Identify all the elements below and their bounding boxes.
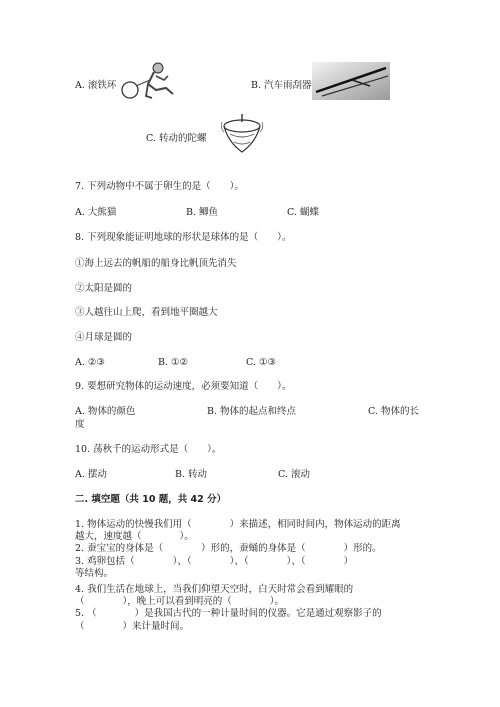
question-7-stem: 7. 下列动物中不属于卵生的是（ ）。 — [75, 181, 244, 192]
q8-option-c: C. ①③ — [246, 357, 277, 368]
q8-item-4: ④月球是圆的 — [75, 332, 133, 343]
q9-option-a: A. 物体的颜色 — [75, 406, 136, 417]
option-a-label: A. 滚铁环 — [75, 80, 117, 91]
option-b-label: B. 汽车雨刮器 — [251, 80, 312, 91]
q10-option-b: B. 转动 — [175, 469, 208, 480]
fill-q3-line1: 3. 鸡卵包括（ ）、（ ）、（ ）、（ ） — [75, 556, 354, 567]
spinning-top-image — [220, 112, 264, 156]
fill-q3-line2: 等结构。 — [75, 568, 114, 579]
q8-item-3: ③人越往山上爬，看到地平圈越大 — [75, 307, 218, 318]
wiper-image — [312, 62, 390, 100]
hoop-rolling-image — [118, 60, 180, 102]
section-2-title: 二. 填空题（共 10 题，共 42 分） — [75, 494, 227, 505]
q10-option-a: A. 摆动 — [75, 469, 107, 480]
q10-option-c: C. 滚动 — [278, 469, 310, 480]
fill-q4-line2: （ ），晚上可以看到明亮的（ ）。 — [75, 596, 285, 607]
q8-item-2: ②太阳是圆的 — [75, 283, 133, 294]
fill-q1-line2: 越大，速度越（ ）。 — [75, 531, 194, 542]
fill-q4-line1: 4. 我们生活在地球上，当我们仰望天空时，白天时常会看到耀眼的 — [75, 584, 354, 595]
q7-option-a: A. 大熊猫 — [75, 207, 117, 218]
question-8-stem: 8. 下列现象能证明地球的形状是球体的是（ ）。 — [75, 232, 292, 243]
question-10-stem: 10. 荡秋千的运动形式是（ ）。 — [75, 444, 222, 455]
q7-option-b: B. 鲫鱼 — [186, 207, 219, 218]
q9-option-c: C. 物体的长 — [368, 406, 419, 417]
q8-option-b: B. ①② — [158, 357, 189, 368]
fill-q2: 2. 蚕宝宝的身体是（ ）形的，蚕蛹的身体是（ ）形的。 — [75, 543, 382, 554]
q8-item-1: ①海上远去的帆船的船身比帆顶先消失 — [75, 258, 237, 269]
q9-option-b: B. 物体的起点和终点 — [207, 406, 297, 417]
q9-option-c-wrap: 度 — [75, 419, 85, 430]
fill-q1-line1: 1. 物体运动的快慢我们用（ ）来描述，相同时间内，物体运动的距离 — [75, 519, 401, 530]
question-9-stem: 9. 要想研究物体的运动速度，必须要知道（ ）。 — [75, 381, 292, 392]
q7-option-c: C. 蝴蝶 — [287, 207, 319, 218]
fill-q5-line1: 5. （ ）是我国古代的一种计量时间的仪器。它是通过观察影子的 — [75, 608, 382, 619]
q8-option-a: A. ②③ — [75, 357, 105, 368]
fill-q5-line2: （ ）来计量时间。 — [75, 621, 190, 632]
option-c-label: C. 转动的陀螺 — [146, 133, 207, 144]
